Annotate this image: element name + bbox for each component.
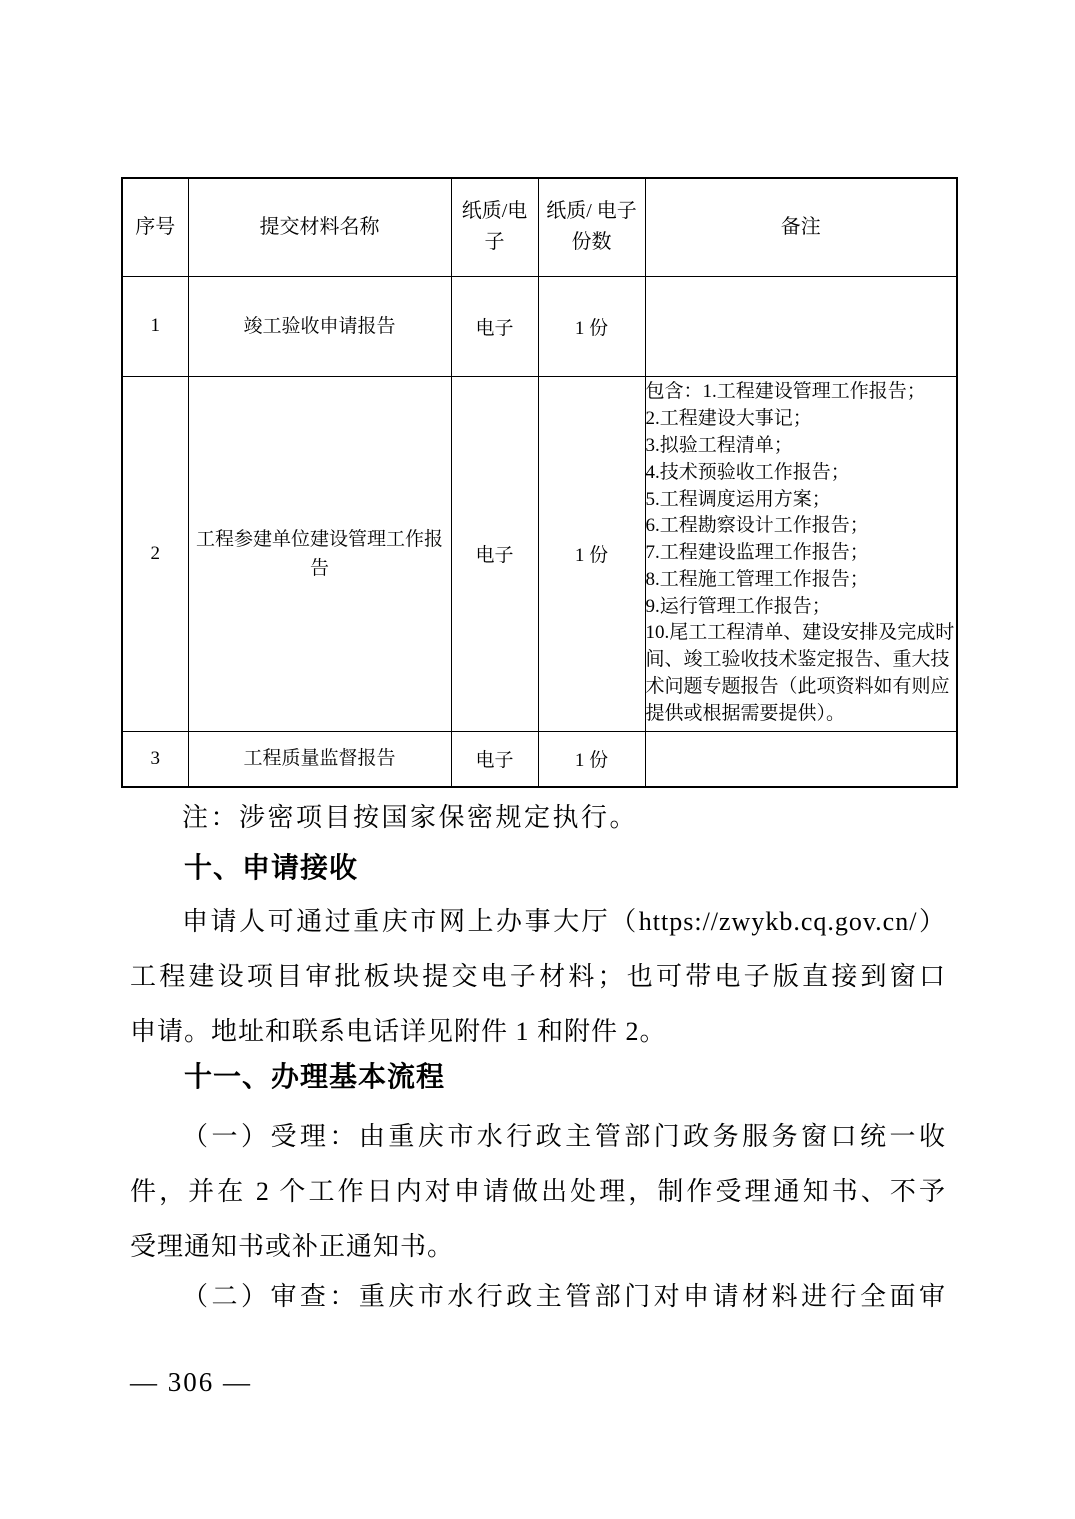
material-copies: 1 份 (538, 276, 645, 376)
column-header-copies: 纸质/ 电子份数 (538, 178, 645, 276)
material-medium: 电子 (451, 376, 538, 731)
column-header-medium: 纸质/电子 (451, 178, 538, 276)
material-copies: 1 份 (538, 731, 645, 787)
page-number: — 306 — (130, 1367, 252, 1397)
material-copies: 1 份 (538, 376, 645, 731)
row-number: 1 (122, 276, 188, 376)
material-name: 工程质量监督报告 (188, 731, 451, 787)
table-row (122, 276, 957, 376)
row-number: 2 (122, 376, 188, 731)
table-row (122, 731, 957, 787)
column-header-material-name: 提交材料名称 (188, 178, 451, 276)
table-row (122, 376, 957, 731)
material-medium: 电子 (451, 276, 538, 376)
secrecy-note: 注：涉密项目按国家保密规定执行。 (182, 803, 639, 832)
materials-table (121, 177, 958, 788)
review-step-paragraph: （二）审查：重庆市水行政主管部门对申请材料进行全面审 (182, 1282, 946, 1311)
material-name: 工程参建单位建设管理工作报告 (188, 376, 451, 731)
acceptance-step-paragraph: （一）受理：由重庆市水行政主管部门政务服务窗口统一收 件，并在 2 个工作日内对申请做出处理，制作受理通知书、不予 受理通知书或补正通知书。 (130, 1122, 946, 1261)
column-header-remark: 备注 (645, 178, 957, 276)
material-remark (645, 731, 957, 787)
section-11-heading: 十一、办理基本流程 (184, 1061, 446, 1092)
material-name: 竣工验收申请报告 (188, 276, 451, 376)
column-header-no: 序号 (122, 178, 188, 276)
row-number: 3 (122, 731, 188, 787)
section-10-heading: 十、申请接收 (184, 852, 359, 883)
material-remark: 包含：1.工程建设管理工作报告； 2.工程建设大事记； 3.拟验工程清单； 4.技术预验收工作报告； 5.工程调度运用方案； 6.工程勘察设计工作报告； 7.工程建设监理工作报告； 8.工程施工管理工作报告； 9.运行管理工作报告； 10.尾工工程清单、建设安排及完成时间、竣工验收技术鉴定报告、重大技术问题专题报告（此项资料如有则应提供或根据需要提供）。 (645, 376, 957, 731)
table-header-row (122, 178, 957, 276)
material-medium: 电子 (451, 731, 538, 787)
application-receive-paragraph: 申请人可通过重庆市网上办事大厅（https://zwykb.cq.gov.cn/） 工程建设项目审批板块提交电子材料；也可带电子版直接到窗口 申请。地址和联系电话详见附件 1 和附件 2。 (130, 907, 946, 1046)
material-remark (645, 276, 957, 376)
